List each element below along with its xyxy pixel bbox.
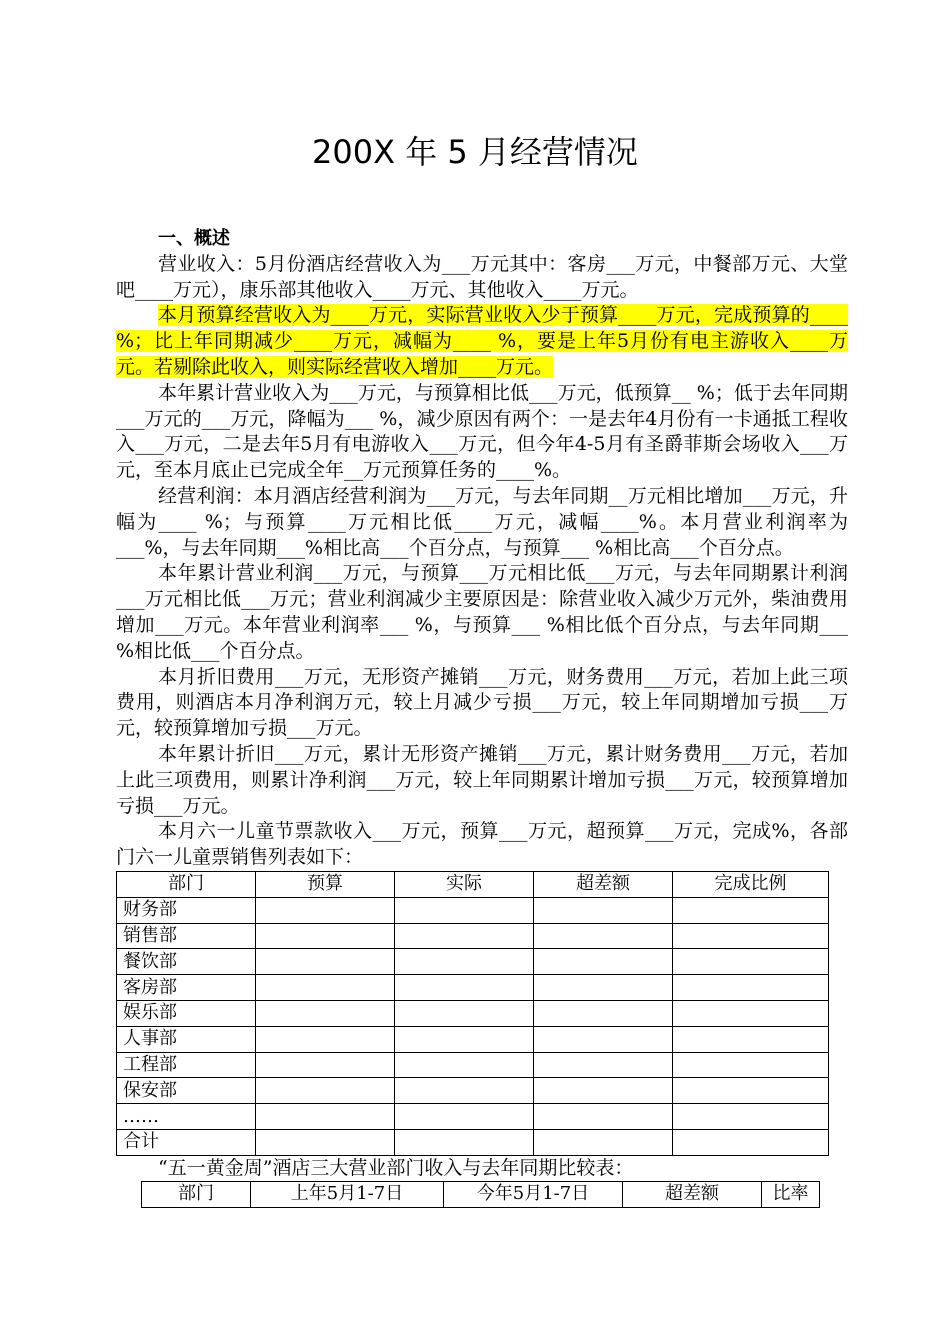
table-row (117, 1104, 829, 1130)
paragraph-annual-profit: 本年累计营业利润___万元，与预算___万元相比低___万元，与去年同期累计利润___万元相比低___万元；营业利润减少主要原因是：除营业收入减少万元外，柴油费用增加___万元。本年营业利润率___ %，与预算___ %相比低个百分点，与去年同期___ %相比低___个百分点。 (116, 562, 848, 662)
table-header: 预算 (256, 872, 395, 898)
department-cell: …… (117, 1104, 256, 1130)
table-header: 超差额 (623, 1182, 762, 1208)
department-cell: 客房部 (117, 975, 256, 1001)
paragraph-annual-revenue: 本年累计营业收入为___万元，与预算相比低___万元，低预算__ %；低于去年同期___万元的___万元，降幅为___ %，减少原因有两个：一是去年4月份有一卡通抵工程收入___万元，二是去年5月有电游收入___万元，但今年4-5月有圣爵菲斯会场收入___万元，至本月底止已完成全年__万元预算任务的____%。 (116, 381, 848, 482)
table-header: 比率 (762, 1182, 820, 1208)
department-cell: 保安部 (117, 1078, 256, 1104)
table-row (117, 1000, 829, 1026)
table-row (117, 1052, 829, 1078)
table-header-row (117, 872, 829, 898)
table-row (117, 923, 829, 949)
table-row (117, 897, 829, 923)
department-cell: 人事部 (117, 1026, 256, 1052)
paragraph-childrens-day: 本月六一儿童节票款收入___万元，预算___万元，超预算___万元，完成%，各部门六一儿童票销售列表如下： (116, 820, 848, 869)
table-row (117, 1129, 829, 1155)
table-row (117, 975, 829, 1001)
paragraph-revenue: 营业收入：5月份酒店经营收入为___万元其中：客房___万元，中餐部万元、大堂吧____万元），康乐部其他收入____万元、其他收入____万元。 (116, 252, 848, 301)
department-cell: 娱乐部 (117, 1000, 256, 1026)
table-header-row (142, 1182, 820, 1208)
table-header: 超差额 (534, 872, 673, 898)
golden-week-comparison-table (141, 1181, 820, 1208)
document-body (116, 226, 848, 871)
section-heading: 一、概述 (158, 228, 230, 249)
table-row (117, 1078, 829, 1104)
table-header: 今年5月1-7日 (444, 1182, 623, 1208)
golden-week-caption: “五一黄金周”酒店三大营业部门收入与去年同期比较表： (158, 1157, 634, 1179)
table-header: 部门 (117, 872, 256, 898)
paragraph-highlighted (116, 303, 848, 380)
department-cell: 销售部 (117, 923, 256, 949)
paragraph-annual-depreciation: 本年累计折旧___万元，累计无形资产摊销___万元，累计财务费用___万元，若加上此三项费用，则累计净利润___万元，较上年同期累计增加亏损___万元，较预算增加亏损___万元。 (116, 742, 848, 817)
department-cell: 工程部 (117, 1052, 256, 1078)
paragraph-depreciation: 本月折旧费用___万元，无形资产摊销___万元，财务费用___万元，若加上此三项费用，则酒店本月净利润万元，较上月减少亏损___万元，较上年同期增加亏损___万元，较预算增加亏损___万元。 (116, 665, 848, 740)
table-header: 实际 (395, 872, 534, 898)
department-cell: 合计 (117, 1129, 256, 1155)
table-row (117, 1026, 829, 1052)
childrens-day-ticket-table (116, 871, 829, 1156)
table-row (117, 949, 829, 975)
highlighted-text: 本月预算经营收入为____万元，实际营业收入少于预算____万元，完成预算的____ %；比上年同期减少____万元，减幅为____ %，要是上年5月份有电主游收入____万元。若剔除此收入，则实际经营收入增加____万元。 (116, 304, 848, 378)
paragraph-operating-profit: 经营利润：本月酒店经营利润为___万元，与去年同期__万元相比增加___万元，升幅为____ %；与预算____万元相比低____万元，减幅____%。本月营业利润率为___%，与去年同期___%相比高___个百分点，与预算___ %相比高___个百分点。 (116, 484, 848, 559)
department-cell: 财务部 (117, 897, 256, 923)
table-header: 完成比例 (673, 872, 829, 898)
document-title: 200X 年 5 月经营情况 (312, 133, 638, 171)
department-cell: 餐饮部 (117, 949, 256, 975)
table-header: 上年5月1-7日 (251, 1182, 444, 1208)
table-header: 部门 (142, 1182, 251, 1208)
